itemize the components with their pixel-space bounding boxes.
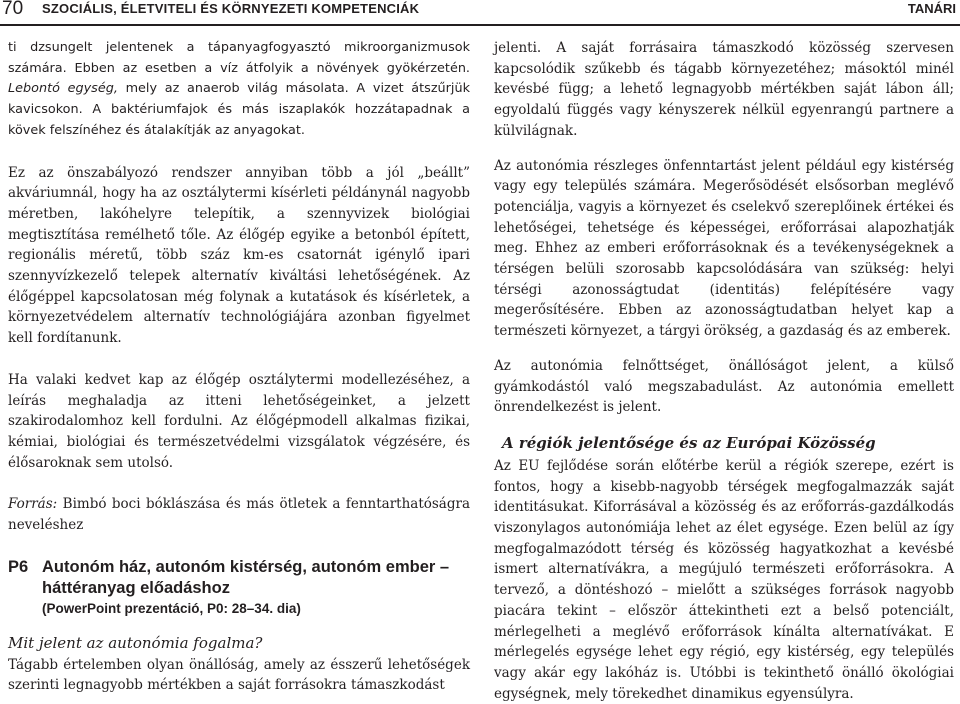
task-number: P6 <box>8 557 29 576</box>
section-title-regiok: A régiók jelentősége és az Európai Közösség <box>502 433 876 452</box>
paragraph-jelenti: jelenti. A saját forrásaira támaszkodó közösség szervesen kapcsolódik szűkebb és tágabb környezetéhez; másoktól minél kevésbé függ; a lehető legnagyobb mértékben saját lábon áll; egyoldalú függés vagy kényszerek nélkül egyenrangú partnere a külvilágnak. <box>494 40 954 139</box>
left-column <box>8 38 470 696</box>
page-number: 70 <box>2 0 24 19</box>
page-header <box>0 0 960 26</box>
paragraph-felnottseg: Az autonómia felnőttséget, önállóságot jelent, a külső gyámkodástól való megszabadulást. Az autonómia emellett önrendelkezést is jelent. <box>494 357 954 416</box>
paragraph-onfenntartas: Az autonómia részleges önfenntartást jelent például egy kistérség vagy egy település számára. Megerősödését elsősorban meglévő potenciálja, vagyis a környezet és cselekvő szereplőinek értékei és lehetőségei, tehetsége és képességei, erőforrásai alapozhatják meg. Ehhez az emberi erőforrásoknak és a tevékenységeknek a térségen belüli szorosabb kapcsolódására van szükség: helyi térségi azonosságtudat (identitás) felépítésére vagy megerősítésére. Ebben az azonosságtudatban helyet kap a természeti környezet, a tárgyi örökség, a gazdaság és az emberek. <box>494 157 954 340</box>
task-title: Autonóm ház, autonóm kistérség, autonóm ember – háttéranyag előadáshoz <box>42 557 450 597</box>
running-title: SZOCIÁLIS, ÉLETVITELI ÉS KÖRNYEZETI KOMPETENCIÁK <box>42 1 420 16</box>
task-subtitle: (PowerPoint prezentáció, P0: 28–34. dia) <box>42 600 301 616</box>
paragraph-modellezes: Ha valaki kedvet kap az élőgép osztálytermi modellezéséhez, a leírás meghaladja az itteni lehetőségeinket, a jelzett szakirodalomhoz kell fordulni. Az élőgépmodell alkalmas fizikai, kémiai, biológiai és természetvédelmi vizsgálatok végzésére, és élősaroknak sem utolsó. <box>8 371 470 471</box>
source-label: Forrás: <box>8 496 58 513</box>
source-text: Bimbó boci bóklászása és más ötletek a fenntarthatóságra neveléshez <box>8 496 470 534</box>
subheading-autonomia: Mit jelent az autonómia fogalma? <box>8 633 263 652</box>
running-title-right: TANÁRI <box>907 1 956 16</box>
paragraph-eu: Az EU fejlődése során előtérbe kerül a régiók szerepe, ezért is fontos, hogy a kisebb-nagyobb térségek megfogalmazzák saját identitásukat. Kiforrásával a közösség és az erőforrás-gazdálkodás viszonylagos autonómiája lehet az élet egysége. Ezen belül az így megfogalmazódott térség és közösség hagyatkozhat a kevésbé ismert alternatívákra, a megújuló természeti erőforrásokra. A tervező, a döntéshozó – mielőtt a szükséges források nagyobb piacára tekint – először áttekintheti ezt a belső potenciált, mérlegelheti a meglévő erőforrások kínálta alternatívákat. E mérlegelés egysége lehet egy régió, egy kistérség, egy település vagy akár egy lakóház is. Utóbbi is tekinthető önálló ökológiai egységnek, mely törekedhet dinamikus egyensúlyra. <box>494 457 954 702</box>
paragraph-onszabalyozo: Ez az önszabályozó rendszer annyiban több a jól „beállt” akváriumnál, hogy ha az osztálytermi kísérleti példánynál nagyobb méretben, lakóhelyre telepítik, a szennyvizek biológiai megtisztítása remélhető tőle. Az élőgép egyike a betonból épített, regionális méretű, több száz km-es csatornát igénylő ipari szennyvízkezelő telepek alternatív kiváltási lehetőségének. Az élőgéppel kapcsolatosan még folynak a kutatások és kísérletek, a környezetvédelem alternatív technológiájára azonban figyelmet kell fordítanunk. <box>8 164 470 347</box>
paragraph-autonomia-def: Tágabb értelemben olyan önállóság, amely az ésszerű lehetőségek szerinti legnagyobb mértékben a saját forrásokra támaszkodást <box>8 656 470 694</box>
task-heading <box>8 557 470 599</box>
paragraph-intro: ti dzsungelt jelentenek a tápanyagfogyasztó mikroorganizmusok számára. Ebben az esetben a víz átfolyik a növények gyökérzetén. Lebontó egység, mely az anaerob világ másolata. A vizet átszűrjük kavicsokon. A baktériumfajok és más iszaplakók hozzátapadnak a kövek felszínéhez és átalakítják az anyagokat. <box>8 40 470 138</box>
source-note <box>8 494 470 535</box>
right-column <box>494 38 954 704</box>
term-lebonto-egyseg: Lebontó egység, <box>8 81 118 97</box>
